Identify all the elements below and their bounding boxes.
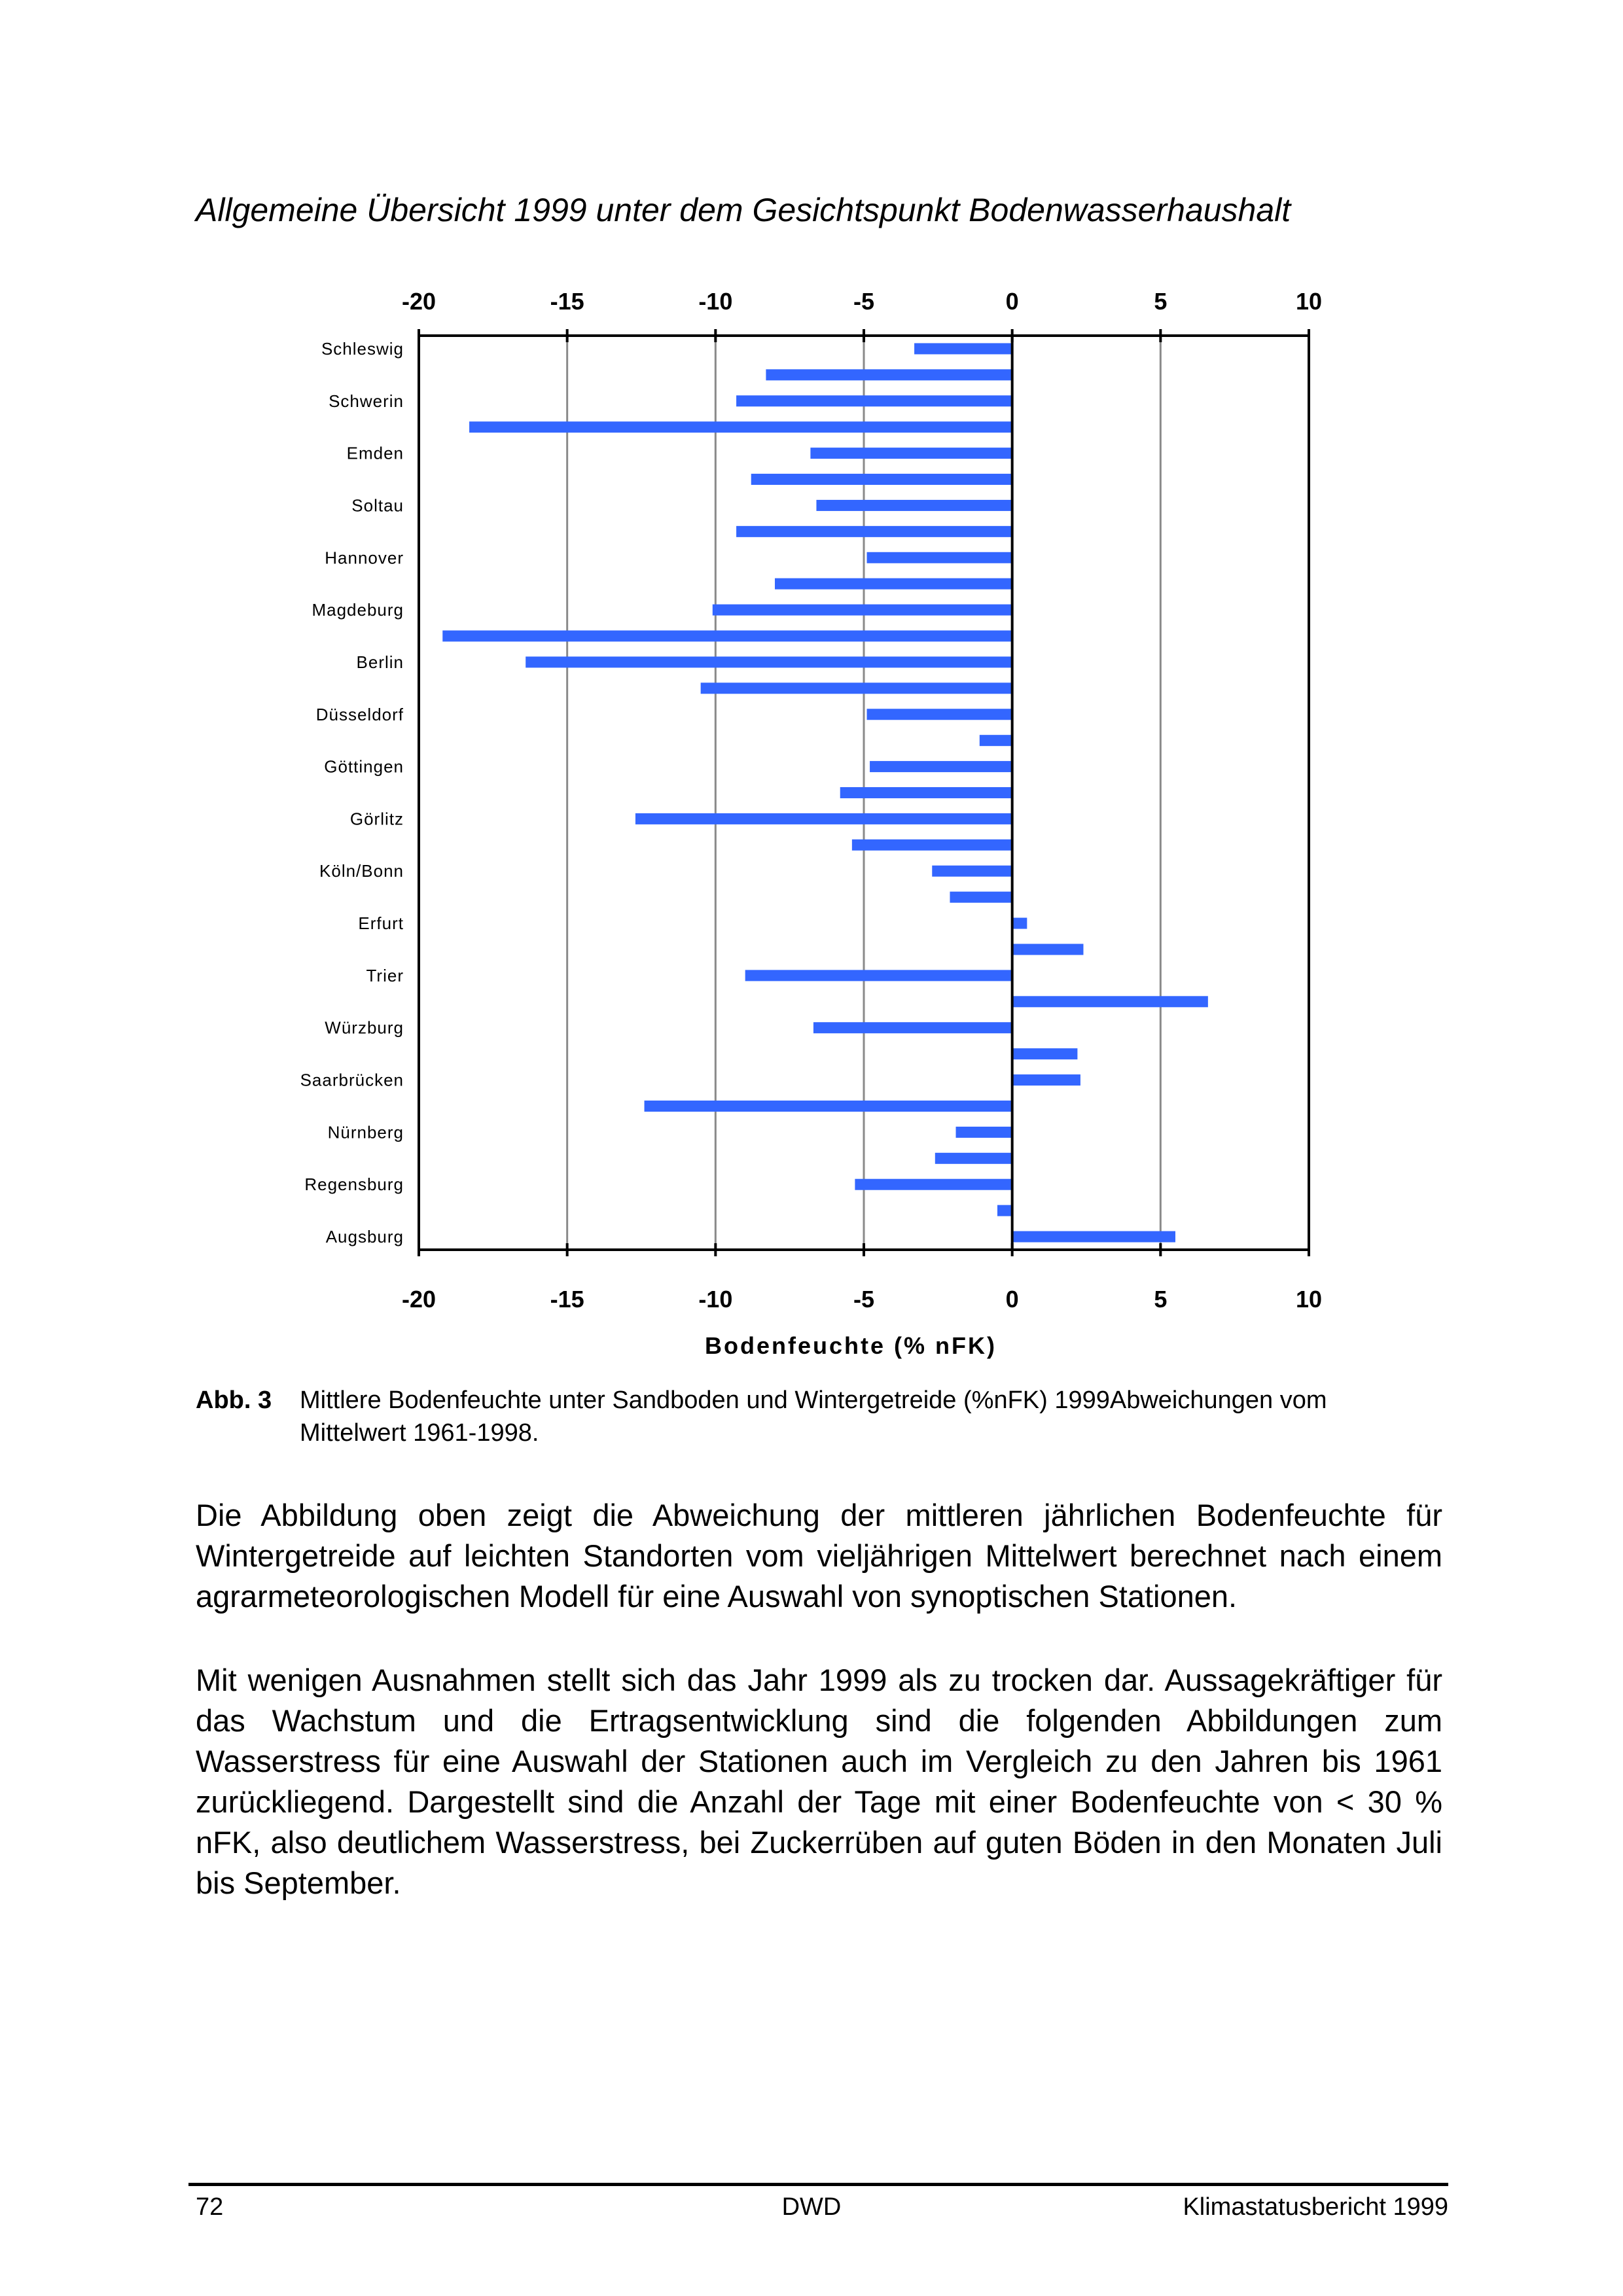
- footer-rule: [188, 2183, 1448, 2186]
- y-category-label: Augsburg: [325, 1227, 404, 1247]
- x-tick-label-top: -10: [698, 288, 733, 315]
- x-tick-label-top: -15: [550, 288, 584, 315]
- bar: [1012, 1231, 1175, 1243]
- y-category-label: Schwerin: [329, 391, 404, 411]
- caption-label: Abb. 3: [196, 1386, 272, 1414]
- y-category-label: Saarbrücken: [300, 1070, 404, 1090]
- bar: [980, 735, 1012, 746]
- y-category-label: Düsseldorf: [315, 704, 404, 724]
- bar: [775, 578, 1012, 590]
- y-category-label: Köln/Bonn: [319, 861, 404, 881]
- bar: [840, 787, 1012, 798]
- bar: [956, 1127, 1012, 1138]
- x-tick-label-bottom: -20: [401, 1286, 437, 1313]
- page-header: Allgemeine Übersicht 1999 unter dem Gesichtspunkt Bodenwasserhaushalt: [196, 192, 1291, 228]
- caption-text: Mittlere Bodenfeuchte unter Sandboden und Wintergetreide (%nFK) 1999Abweichungen vom Mittelwert 1961-1998.: [300, 1386, 1327, 1447]
- footer-org: DWD: [781, 2193, 842, 2221]
- bar: [935, 1153, 1012, 1164]
- y-category-label: Görlitz: [349, 809, 404, 829]
- bar: [867, 552, 1012, 563]
- bar: [645, 1101, 1012, 1112]
- bar: [1012, 944, 1084, 955]
- bar: [701, 682, 1012, 694]
- x-tick-label-bottom: -10: [698, 1286, 733, 1313]
- bar: [1012, 1074, 1080, 1086]
- bar: [950, 892, 1012, 903]
- bar: [867, 709, 1012, 720]
- bar: [1012, 918, 1027, 929]
- x-tick-label-bottom: 5: [1154, 1286, 1168, 1313]
- y-category-label: Emden: [346, 443, 404, 463]
- x-tick-label-top: 0: [1005, 288, 1019, 315]
- bar: [469, 421, 1012, 433]
- y-category-label: Magdeburg: [312, 600, 404, 620]
- y-category-label: Göttingen: [324, 756, 404, 777]
- bar: [736, 395, 1012, 406]
- x-tick-label-top: -20: [401, 288, 437, 315]
- y-category-label: Berlin: [356, 652, 404, 672]
- x-axis-title: Bodenfeuchte (% nFK): [705, 1332, 997, 1359]
- bar: [635, 813, 1012, 824]
- y-category-label: Schleswig: [321, 338, 404, 359]
- x-tick-label-bottom: -5: [853, 1286, 875, 1313]
- y-category-label: Erfurt: [358, 913, 404, 934]
- bar: [751, 474, 1012, 485]
- bar: [713, 605, 1012, 616]
- y-category-label: Trier: [366, 965, 404, 985]
- bar: [1012, 1048, 1078, 1059]
- bar: [932, 866, 1012, 877]
- x-tick-label-bottom: 10: [1295, 1286, 1323, 1313]
- bar: [914, 343, 1012, 354]
- y-category-label: Nürnberg: [327, 1122, 404, 1142]
- x-tick-label-top: 10: [1295, 288, 1323, 315]
- bar: [766, 369, 1012, 380]
- y-category-label: Soltau: [351, 495, 404, 516]
- bar: [997, 1205, 1012, 1216]
- page-number: 72: [196, 2193, 224, 2221]
- y-category-label: Würzburg: [325, 1017, 404, 1038]
- x-tick-label-bottom: -15: [550, 1286, 584, 1313]
- bar: [442, 631, 1012, 642]
- x-tick-label-top: 5: [1154, 288, 1168, 315]
- x-tick-label-top: -5: [853, 288, 875, 315]
- y-category-label: Regensburg: [304, 1174, 404, 1195]
- bar: [745, 970, 1012, 981]
- bar: [526, 656, 1012, 667]
- body-paragraph: Mit wenigen Ausnahmen stellt sich das Jahr 1999 als zu trocken dar. Aussagekräftiger für das Wachstum und die Ertragsentwicklung sind die folgenden Abbildungen zum Wasserstress für eine Auswahl der Stationen auch im Vergleich zu den Jahren bis 1961 zurückliegend. Dargestellt sind die Anzahl der Tage mit einer Bodenfeuchte von < 30 % nFK, also deutlichem Wasserstress, bei Zuckerrüben auf guten Böden in den Monaten Juli bis September.: [196, 1663, 1442, 1900]
- bar: [810, 448, 1012, 459]
- y-category-label: Hannover: [325, 548, 404, 568]
- bar: [852, 839, 1012, 851]
- bar: [870, 761, 1012, 772]
- body-paragraph: Die Abbildung oben zeigt die Abweichung der mittleren jährlichen Bodenfeuchte für Wintergetreide auf leichten Standorten vom vieljährigen Mittelwert berechnet nach einem agrarmeteorologischen Modell für eine Auswahl von synoptischen Stationen.: [196, 1498, 1442, 1614]
- bar: [855, 1179, 1012, 1190]
- bar: [1012, 996, 1208, 1007]
- bar: [736, 526, 1012, 537]
- x-tick-label-bottom: 0: [1005, 1286, 1019, 1313]
- bar: [813, 1022, 1012, 1033]
- bar: [816, 500, 1012, 511]
- footer-report-title: Klimastatusbericht 1999: [1183, 2193, 1448, 2221]
